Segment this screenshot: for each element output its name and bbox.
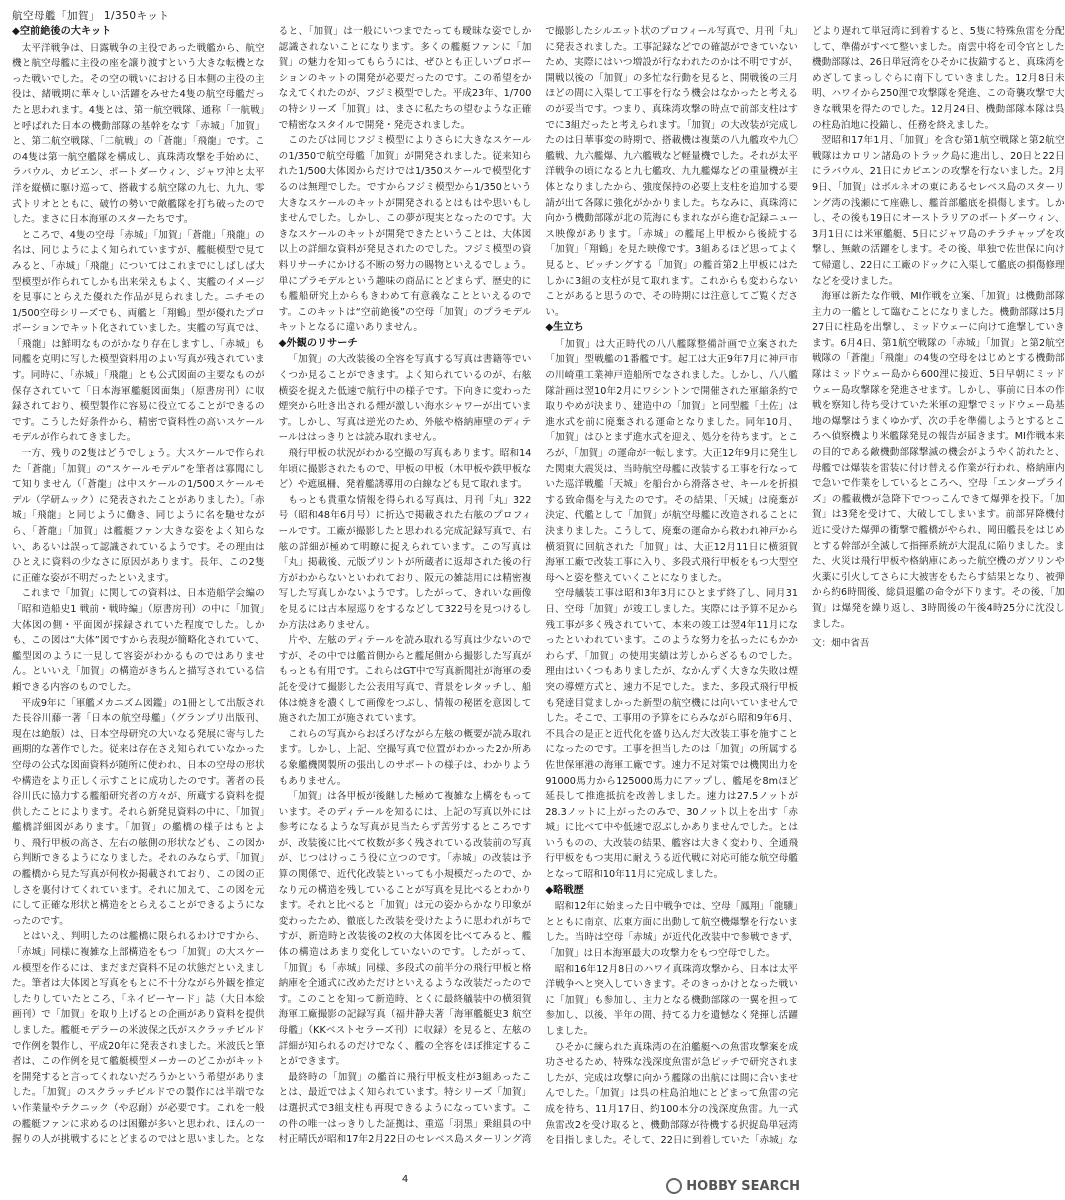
paragraph: 海軍は新たな作戦、MI作戦を立案、「加賀」は機動部隊主力の一艦として臨むことになりました。機動部隊は5月27日に柱島を出撃し、ミッドウェーに向けて進撃していきます。6月4日、第1航空戦隊の「赤城」「加賀」と第2航空戦隊の「蒼龍」「飛龍」の4隻の空母をはじめとする機動部隊はミッドウェー島から600浬に接近、5日早朝にミッドウェー島攻撃隊を発進させます。しかし、事前に日本の作戦を察知し待ち受けていた米軍の迎撃でミッドウェー島基地の爆撃はうまくゆかず、次の手を準備しようとするところへ偵察機より米艦隊発見の報告が届きます。MI作戦本来の目的である敵機動部隊撃滅の機会がようやく訪れたと、母艦では爆装を雷装に付け替える作業が行われ、格納庫内で急いで作業をしているところへ、空母「エンタープライズ」の艦載機が急降下でつっこんできて爆弾を投下。「加賀」は3発を受けて、大破してしまいます。前部昇降機付近に受けた爆弾の衝撃で艦橋がやられ、岡田艦長をはじめとする幹部が全滅して指揮系統が大混乱に陥りました。また、火災は飛行甲板や格納庫にあった航空機のガソリンや火薬に引火してさらに大被害をもたらす結果となり、被弾から約6時間後、総員退艦の命令が下ります。その後、「加賀」は爆発を繰り返し、3時間後の午後4時25分に沈没しました。 [811, 291, 1065, 630]
section-title: ◆空前絶後の大キット [12, 26, 112, 37]
section-title: ◆外観のリサーチ [278, 337, 358, 349]
section-title: ◆生立ち [545, 322, 584, 334]
paragraph: とはいえ、判明したのは艦橋に限られるわけですから、「赤城」同様に複雑な上部構造をもつ「加賀」の大スケール模型を作るには、まだまだ資料不足の状態だといえました。筆者は大体図と写真をもとに不十分ながら外観を推定したりしていたところ、「ネイビーヤード」誌（大日本絵画刊）で「加賀」を取り上げるとの企画があり資料を提供しました。艦艇モデラーの米波保之氏がスクラッチビルドで作例を製作し、平成20年に発表されました。米波氏と筆者は、この作例を見て艦艇模型メーカーのどこかがキットを開発すると言ってくれないだろうかという希望がありました。「加賀」のスクラッチビルドでの製作には半端でない作業量やテクニック（や忍耐）が必要です。これを一般の艦艇ファンに求めるのは困難が多いと思われ、ほんの一握りの人が挑戦するにとどまるのではと思いました。となると、「加賀」は一般にいつまでたっても曖昧な姿でしか認識されないことになります。多くの艦艇ファンに「加賀」の魅力を知ってもらうには、ぜひとも正しいプロポーションのキットの開発が必要だったのです。この希望をかなえてくれたのが、フジミ模型でした。平成23年、1/700の特シリーズ「加賀」は、まさに私たちの望むような正確で精密なスタイルで開発・発売されました。 [12, 26, 532, 1146]
paragraph: 「加賀」は各甲板が後継した極めて複雑な上構をもっています。そのディテールを知るには、上記の写真以外には参考になるような写真が見当たらず苦労するところですが、改装後に比べて枚数が多く残されている改装前の写真が、じつはけっこう役に立つのです。「赤城」の改装は予算の関係で、近代化改装といっても小規模だったので、かなり元の構造を残していることが写真を見比べるとわかります。それと比べると「加賀」は元の姿からかなり印象が変わったため、徹底した改装を受けたように思われがちですが、新造時と改装後の2枚の大体図を比べてみると、艦体の構造はあまり変化していないのです。したがって、「加賀」も「赤城」同様、多段式の前半分の飛行甲板と格納庫を全通式に改めただけといえるような改装だったのです。このことを知って新造時、とくに最終艤装中の横須賀海軍工廠撮影の記録写真（福井静夫著「海軍艦艇史3 航空母艦」（KKベストセラーズ刊）に収録）を見ると、左舷の詳細が知られるのだけでなく、艦の全容をほぼ推定することができます。 [278, 791, 532, 1068]
paragraph: 昭和16年12月8日のハワイ真珠湾攻撃から、日本は太平洋戦争へと突入していきます。そのきっかけとなった戦いに「加賀」も参加し、主力となる機動部隊の一翼を担って参加し、以後、半年の間、持てる力を遺憾なく発揮し活躍しました。 [545, 963, 798, 1037]
section-title: ◆略戦歴 [545, 884, 584, 896]
author-credit: 文：畑中省吾 [811, 638, 870, 650]
watermark-text: HOBBY SEARCH [686, 1178, 800, 1194]
hobby-search-logo-icon [666, 1178, 682, 1194]
paragraph: 片や、左舷のディテールを読み取れる写真は少ないのですが、その中では艦首側からと艦尾側から撮影した写真がもっとも有用です。これらはGT中で写真新聞社が海軍の委託を受けて撮影した公表用写真で、背景をレタッチし、船体は焼きを濃くして画像をつぶし、情報の秘匿を意図して施された加工が施されています。 [278, 635, 532, 725]
watermark [666, 1178, 800, 1194]
page-header: 航空母艦「加賀」 1/350キット [12, 10, 170, 22]
paragraph: 一方、残りの2隻はどうでしょう。大スケールで作られた「蒼龍」「加賀」の“スケールモデル”を筆者は寡聞にして知りません（「蒼龍」は中スケールの1/500スケールモデル（学研ムック）に発表されたことがありました）。「赤城」「飛龍」と同じように働き、同じように名を馳せながら、「蒼龍」「加賀」は艦艇ファン大きな姿をよく知らない、あるいは誤って認識されているようです。その理由はひとえに資料の少なさに原因があります。長年、この2隻に正確な姿が不明だったといえます。 [12, 448, 265, 584]
paragraph: もっとも貴重な情報を得られる写真は、月刊「丸」322号（昭和48年6月号）に折込で掲載された右舷のプロフィールです。工廠が撮影したと思われる完成記録写真で、右舷の詳細が極めて明瞭に捉えられています。この写真は「丸」掲載後、元版プリントが所蔵者に返却された後の行方がわからないといわれており、阪元の雑誌用には精密複写した写真しかないようです。したがって、きれいな画像を見るには古本屋巡りをするなどして322号を見つけるしか方法はありません。 [278, 494, 532, 631]
paragraph: 太平洋戦争は、日露戦争の主役であった戦艦から、航空機と航空母艦に主役の座を譲り渡すという大きな転機となった戦いでした。その空の戦いにおける日本側の主役の主役は、緒戦期に華々しい活躍をみせた4隻の航空母艦だったと思われます。4隻とは、第一航空戦隊、通称「一航戦」と呼ばれた日本の機動部隊の基幹をなす「赤城」「加賀」と、第二航空戦隊、「二航戦」の「蒼龍」「飛龍」です。この4隻は第一航空艦隊を構成し、真珠湾攻撃を手始めに、ラバウル、カビエン、ポートダーウィン、ジャワ沖と太平洋を縦横に駆け巡って、搭載する航空隊の九七、九九、零式トリオとともに、破竹の勢いで敵艦隊を打ち破ったのでした。まさに日本海軍のスターたちです。 [12, 42, 265, 226]
paragraph: 「加賀」の大改装後の全容を写真する写真は書籍等でいくつか見ることができます。よく知られているのが、右舷横姿を捉えた低速で航行中の様子です。下向きに変わった煙突から吐き出される煙が激しい海水シャワーが出ています。しかし、写真は逆光のため、外舷や格納庫壁のディテールははっきりとは読み取れません。 [278, 354, 532, 444]
paragraph: 翌昭和17年1月、「加賀」を含む第1航空戦隊と第2航空戦隊はカロリン諸島のトラック島に進出し、20日と22日にラバウル、21日にカビエンの攻撃を行ないました。2月9日、「加賀」はボルネオの東にあるセレベス島のスターリング湾の浅瀬にて座礁し、艦首部艦底を損傷します。しかし、その後も19日にオーストラリアのポートダーウィン、3月1日には米軍艦艇、5日にジャワ島のチラチャップを攻撃し、無敵の活躍をします。その後、単独で佐世保に向けて帰還し、22日に工廠のドックに入渠して艦底の損傷修理などを受けました。 [811, 135, 1065, 287]
paragraph: 昭和12年に始まった日中戦争では、空母「鳳翔」「龍驤」とともに南京、広東方面に出動して航空機爆撃を行ないました。当時は空母「赤城」が近代化改装中で参戦できず、「加賀」は日本海軍最大の攻撃力をもつ空母でした。 [545, 901, 798, 960]
paragraph: 空母艤装工事は昭和3年3月にひとまず終了し、同月31日、空母「加賀」が竣工しました。実際には予算不足から残工事が多く残されていて、本来の竣工は翌4年11月になったといわれています。このような努力を払ったにもかかわらず、「加賀」の使用実績は芳しからざるものでした。理由はいくつもありましたが、なかんずく大きな失敗は煙突の導煙方式と、速力不足でした。また、多段式飛行甲板も発達目覚ましかった新型の航空機には向いていませんでした。そこで、工事用の予算をにらみながら昭和9年6月、不具合の是正と近代化を盛り込んだ大改装工事を施すことになったのです。工事を担当したのは「加賀」の所属する佐世保軍港の海軍工廠です。速力不足対策では機関出力を91000馬力から125000馬力にアップし、艦尾を8mほど延長して推進抵抗を改善しました。速力は27.5ノットが28.3ノットに上がったのみで、30ノット以上を出す「赤城」に比べて中や低速で忍ぶしかありませんでした。とはいうものの、大改装の結果、艦容は大きく変わり、全通飛行甲板をもつ実用に耐えうる近代戦に対応可能な航空母艦となって昭和10年11月に完成しました。 [545, 588, 798, 881]
paragraph: 平成9年に「軍艦メカニズム図鑑」の1冊として出版された長谷川藤一著「日本の航空母艦」（グランプリ出版刊、現在は絶版）は、日本空母研究の大いなる発展に寄与した画期的な著作でした。従来は存在さえ知られていなかった空母の公式な図面資料が随所に使われ、日本の空母の形状や構造をより正しく示すことに成功したのです。著者の長谷川氏に協力する艦船研究者の方々が、所蔵する資料を提供したことによります。それら新発見資料の中に、「加賀」艦橋詳細図があります。「加賀」の艦橋の様子はもとより、飛行甲板の高さ、左右の舷側の形状なども、この図から判断できるようになりました。それのみならず、「加賀」の艦橋から見た写真が何枚か掲載されており、この図の正しさを裏付けてくれています。それに加えて、この図を元にして正確な形状と構造をとらえることができるようになったのです。 [12, 697, 265, 927]
paragraph: 飛行甲板の状況がわかる空撮の写真もあります。昭和14年頃に撮影されたもので、甲板の甲板（木甲板や鉄甲板など）や遮風柵、発着艦誘導用の白線なども見て取れます。 [278, 448, 532, 491]
article-section [545, 320, 798, 882]
paragraph: 最終時の「加賀」の艦首に飛行甲板支柱が3組あったことは、最近ではよく知られています。特シリーズ「加賀」は選択式で3組支柱も再現できるようになっています。この件の唯一はっきりした証拠は、重巡「羽黒」乗組員の中村正晴氏が昭和17年2月22日のセレベス島スターリング湾で撮影したシルエット状のプロフィール写真で、月刊「丸」に発表されました。工事記録などでの確認ができていないため、実際にはいつ増設が行なわれたのかは不明ですが、開戦以後の「加賀」の多忙な行動を見ると、開戦後の三月ほどの間に入渠して工事を行なう機会はなかったと考えるのが妥当です。つまり、真珠湾攻撃の時点で前部支柱はすでに3組だったと考えられます。「加賀」の大改装が完成したのは日華事変の時期で、搭載機は複葉の八九艦攻や九〇艦戦、九六艦爆、九六艦戦など軽量機でした。それが太平洋戦争の頃になると九七艦攻、九九艦爆などの重量機が主体となりましたから、強度保持の必要上支柱を追加する要請が出て各隊に強化がかかりました。ちなみに、真珠湾に向かう機動部隊が北の荒海にもまれながら進む記録ニュース映像があります。「赤城」の艦尾上甲板から後続する「加賀」「翔鶴」を見た映像です。3組あるほど思ってよく見ると、ピッチングする「加賀」の艦首第2上甲板にはたしかに3組の支柱が見て取れます。これからも変わらないことがあると思うので、その時期には注意してご覧ください。 [278, 26, 798, 1146]
paragraph: このたびは同じフジミ模型によりさらに大きなスケールの1/350で航空母艦「加賀」が開発されました。従来知られた1/500大体図からだけでは1/350スケールで模型化するのは無理でした。ですからフジミ模型から1/350という大きなスケールのキットが開発されるとはもはや思いもしませんでした。しかし、この夢が現実となったのです。大きなスケールのキットが開発できたということは、大体図以上の詳細な資料が発見されたのでした。フジミ模型の資料リサーチにかける不断の努力の賜物といえるでしょう。単にプラモデルという趣味の商品にとどまらず、歴史的にも艦船研究上からもきわめて有意義なことといえるのです。このキットは“空前絶後”の空母「加賀」のプラモデルキットとなるに違いありません。 [278, 135, 532, 334]
paragraph: これらの写真からおぼろげながら左舷の概要が読み取れます。しかし、上記、空撮写真で位置がわかった2か所ある象艦機関製所の張出しのサポートの様子は、わかりようもありません。 [278, 728, 532, 787]
article-body [12, 24, 1065, 1156]
paragraph: 「加賀」は大正時代の八八艦隊整備計画で立案された「加賀」型戦艦の1番艦です。起工は大正9年7月に神戸市の川崎重工業神戸造船所でなされました。しかし、八八艦隊計画は翌10年2月にワシントンで開催された軍縮条約で取りやめが決まり、建造中の「加賀」と同型艦「土佐」は進水式を前に廃棄される運命となりました。同年10月、「加賀」はひとまず進水式を迎え、処分を待ちます。ところが、「加賀」の運命が一転します。大正12年9月に発生した関東大震災は、当時航空母艦に改装する工事を行なっていた巡洋戦艦「天城」を船台から滑落させ、キールを折損する致命傷を与えたのです。その結果、「天城」は廃棄が決定、代艦として「加賀」が航空母艦に改造されることに決まりました。こうして、廃棄の運命から救われ神戸から横須賀に回航された「加賀」は、大正12月11日に横須賀海軍工廠で改装工事に入り、多段式飛行甲板をもつ大型空母へと姿を整えていくことになりました。 [545, 338, 798, 584]
paragraph: ところで、4隻の空母「赤城」「加賀」「蒼龍」「飛龍」の名は、同じようによく知られていますが、艦艇模型で見てみると、「赤城」「飛龍」についてはこれまでにしばしば大型模型が作られてしかも出来栄えもよく、実艦のイメージを見事にとらえた優れた作品が見られました。ニチモの1/500空母シリーズでも、両艦と「翔鶴」型が優れたプロポーションでキット化されていました。実艦の写真では、「飛龍」は鮮明なものがかなり存在しますし、「赤城」も同艦を克明に写した模型資料用のよい写真が残されています。同時に、「赤城」「飛龍」とも公式図面の主要なものが保存されていて「日本海軍艦艇図面集」（原書房刊）に収録されており、模型製作に容易に役立てることができるのです。こうした好条件から、精密で資料性の高いスケールモデルが作られてきました。 [12, 229, 265, 444]
page-number: 4 [401, 1174, 409, 1185]
paragraph: ひそかに練られた真珠湾の在泊艦艇への魚雷攻撃案を成功させるため、特殊な浅深度魚雷が急ピッチで研究されましたが、完成は攻撃に向かう艦隊の出航には間に合いませんでした。「加賀」は呉の柱島泊地にとどまって魚雷の完成を待ち、11月17日、約100本分の浅深度魚雷。九一式魚雷改2を受け取ると、機動部隊が待機する択捉島単冠湾を目指しました。そして、22日に到着していた「赤城」などより遅れて単冠湾に到着すると、5隻に特殊魚雷を分配して、準備がすべて整いました。南雲中将を司令官とした機動部隊は、26日単冠湾をひそかに抜錨すると、真珠湾をめざしてまっしぐらに南下していきました。12月8日未明、ハワイから250浬で攻撃隊を発進、この奇襲攻撃で大きな戦果を得たのでした。12月24日、機動部隊本隊は呉の柱島泊地に投錨し、任務を終えました。 [545, 26, 1065, 1147]
paragraph: これまで「加賀」に関しての資料は、日本造船学会編の「昭和造船史1 戦前・戦時編」（原書房刊）の中に「加賀」大体図の側・平面図が採録されていた程度でした。しかも、この図は“大体”図ですから表現が簡略化されていて、艦型図のように一見して容姿がわかるものではありません。といいえ「加賀」の構造がきちんと描写されている信頼できる内容のものでした。 [12, 588, 265, 693]
